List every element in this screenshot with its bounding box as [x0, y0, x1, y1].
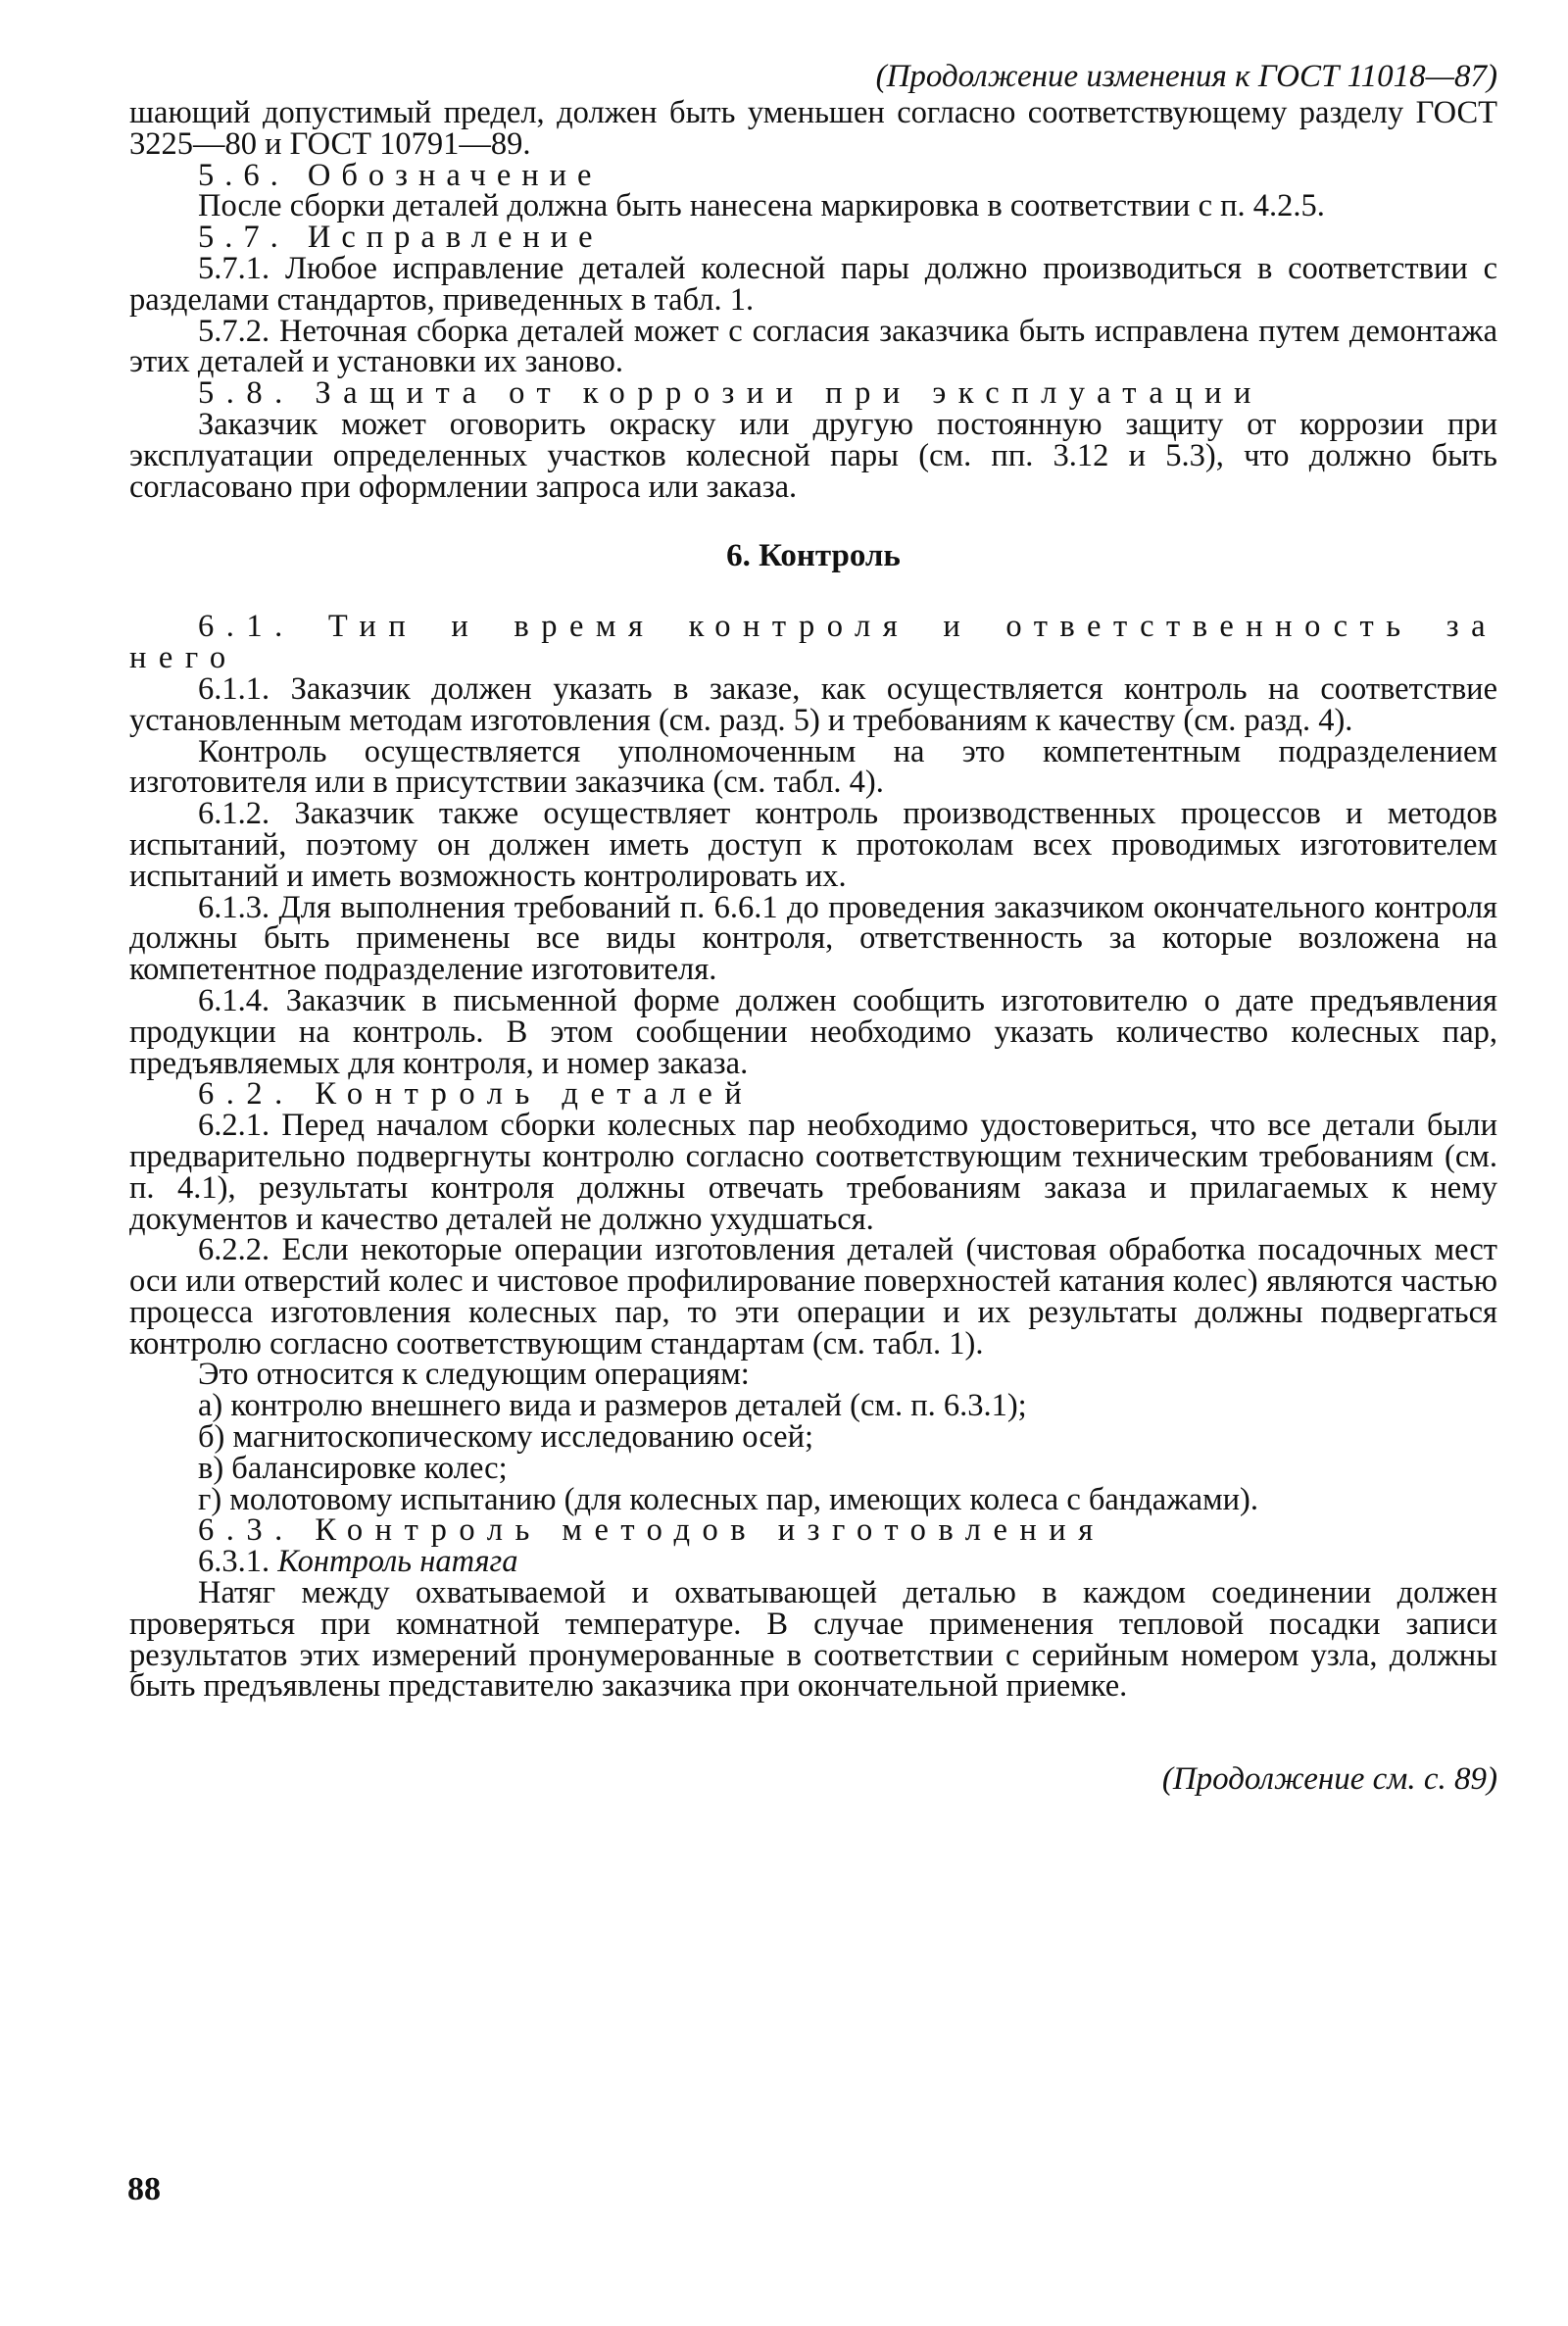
list-item-v: в) балансировке колес; [198, 1450, 508, 1486]
heading-6-3-1-number: 6.3.1. [198, 1544, 270, 1580]
heading-6-1: 6.1. Тип и время контроля и ответственность за него [129, 609, 1497, 676]
paragraph-continuation: шающий допустимый предел, должен быть уменьшен согласно соответствующему разделу ГОСТ 3225—80 и ГОСТ 10791—89. [129, 95, 1497, 162]
paragraph-5-8: Заказчик может оговорить окраску или другую постоянную защиту от коррозии при эксплуатации определенных участков колесной пары (см. пп. 3.12 и 5.3), что должно быть согласовано при оформлении запроса или заказа. [129, 406, 1497, 505]
heading-6-3: 6.3. Контроль методов изготовления [198, 1512, 1105, 1549]
running-header: (Продолжение изменения к ГОСТ 11018—87) [875, 59, 1497, 94]
paragraph-6-1-4: 6.1.4. Заказчик в письменной форме должен сообщить изготовителю о дате предъявления продукции на контроль. В этом сообщении необходимо указать количество колесных пар, предъявляемых для контроля, и номер заказа. [129, 982, 1497, 1081]
list-item-a: а) контролю внешнего вида и размеров деталей (см. п. 6.3.1); [198, 1388, 1027, 1424]
paragraph-6-1-2: 6.1.2. Заказчик также осуществляет контроль производственных процессов и методов испытаний, поэтому он должен иметь доступ к протоколам всех проводимых изготовителем испытаний и иметь возможность контролировать их. [129, 796, 1497, 894]
heading-6-3-1 [129, 1544, 1497, 1580]
paragraph-6-1-1: 6.1.1. Заказчик должен указать в заказе, как осуществляется контроль на соответствие установленным методам изготовления (см. разд. 5) и требованиям к качеству (см. разд. 4). [129, 670, 1497, 738]
list-item-b: б) магнитоскопическому исследованию осей; [198, 1419, 814, 1456]
heading-5-6: 5.6. Обозначение [198, 157, 603, 193]
section-title-6: 6. Контроль [726, 538, 901, 574]
paragraph-6-2-1: 6.2.1. Перед началом сборки колесных пар необходимо удостовериться, что все детали были предварительно подвергнуты контролю согласно соответствующим техническим требованиям (см. п. 4.1), результаты контроля должны отвечать требованиям заказа и прилагаемых к нему документов и качество деталей не должно ухудшаться. [129, 1108, 1497, 1237]
document-page [129, 57, 1497, 1830]
page-number: 88 [127, 2171, 161, 2207]
paragraph-6-3-1: Натяг между охватываемой и охватывающей деталью в каждом соединении должен проверяться при комнатной температуре. В случае применения тепловой посадки записи результатов этих измерений пронумерованные в соответствии с серийным номером узла, должны быть предъявлены представителю заказчика при окончательной приемке. [129, 1575, 1497, 1705]
paragraph-6-1-3: 6.1.3. Для выполнения требований п. 6.6.1 до проведения заказчиком окончательного контроля должны быть применены все виды контроля, ответственность за которые возложена на компетентное подразделение изготовителя. [129, 889, 1497, 988]
heading-6-2: 6.2. Контроль деталей [198, 1076, 755, 1113]
heading-5-8: 5.8. Защита от коррозии при эксплуатации [198, 375, 1263, 412]
heading-6-3-1-title: Контроль натяга [277, 1544, 518, 1580]
paragraph-6-1-1-b: Контроль осуществляется уполномоченным на это компетентным подразделением изготовителя или в присутствии заказчика (см. табл. 4). [129, 733, 1497, 801]
paragraph-5-7-2: 5.7.2. Неточная сборка деталей может с согласия заказчика быть исправлена путем демонтажа этих деталей и установки их заново. [129, 313, 1497, 380]
list-item-g: г) молотовому испытанию (для колесных пар, имеющих колеса с бандажами). [198, 1481, 1258, 1517]
paragraph-5-7-1: 5.7.1. Любое исправление деталей колесной пары должно производиться в соответствии с разделами стандартов, приведенных в табл. 1. [129, 250, 1497, 318]
paragraph-operations-intro: Это относится к следующим операциям: [198, 1357, 750, 1393]
paragraph-5-6: После сборки деталей должна быть нанесена маркировка в соответствии с п. 4.2.5. [198, 188, 1325, 224]
continuation-footer: (Продолжение см. с. 89) [1161, 1761, 1497, 1798]
heading-5-7: 5.7. Исправление [198, 220, 604, 256]
paragraph-6-2-2: 6.2.2. Если некоторые операции изготовления деталей (чистовая обработка посадочных мест оси или отверстий колес и чистовое профилирование поверхностей катания колес) являются частью процесса изготовления колесных пар, то эти операции и их результаты должны подвергаться контролю согласно соответствующим стандартам (см. табл. 1). [129, 1232, 1497, 1361]
